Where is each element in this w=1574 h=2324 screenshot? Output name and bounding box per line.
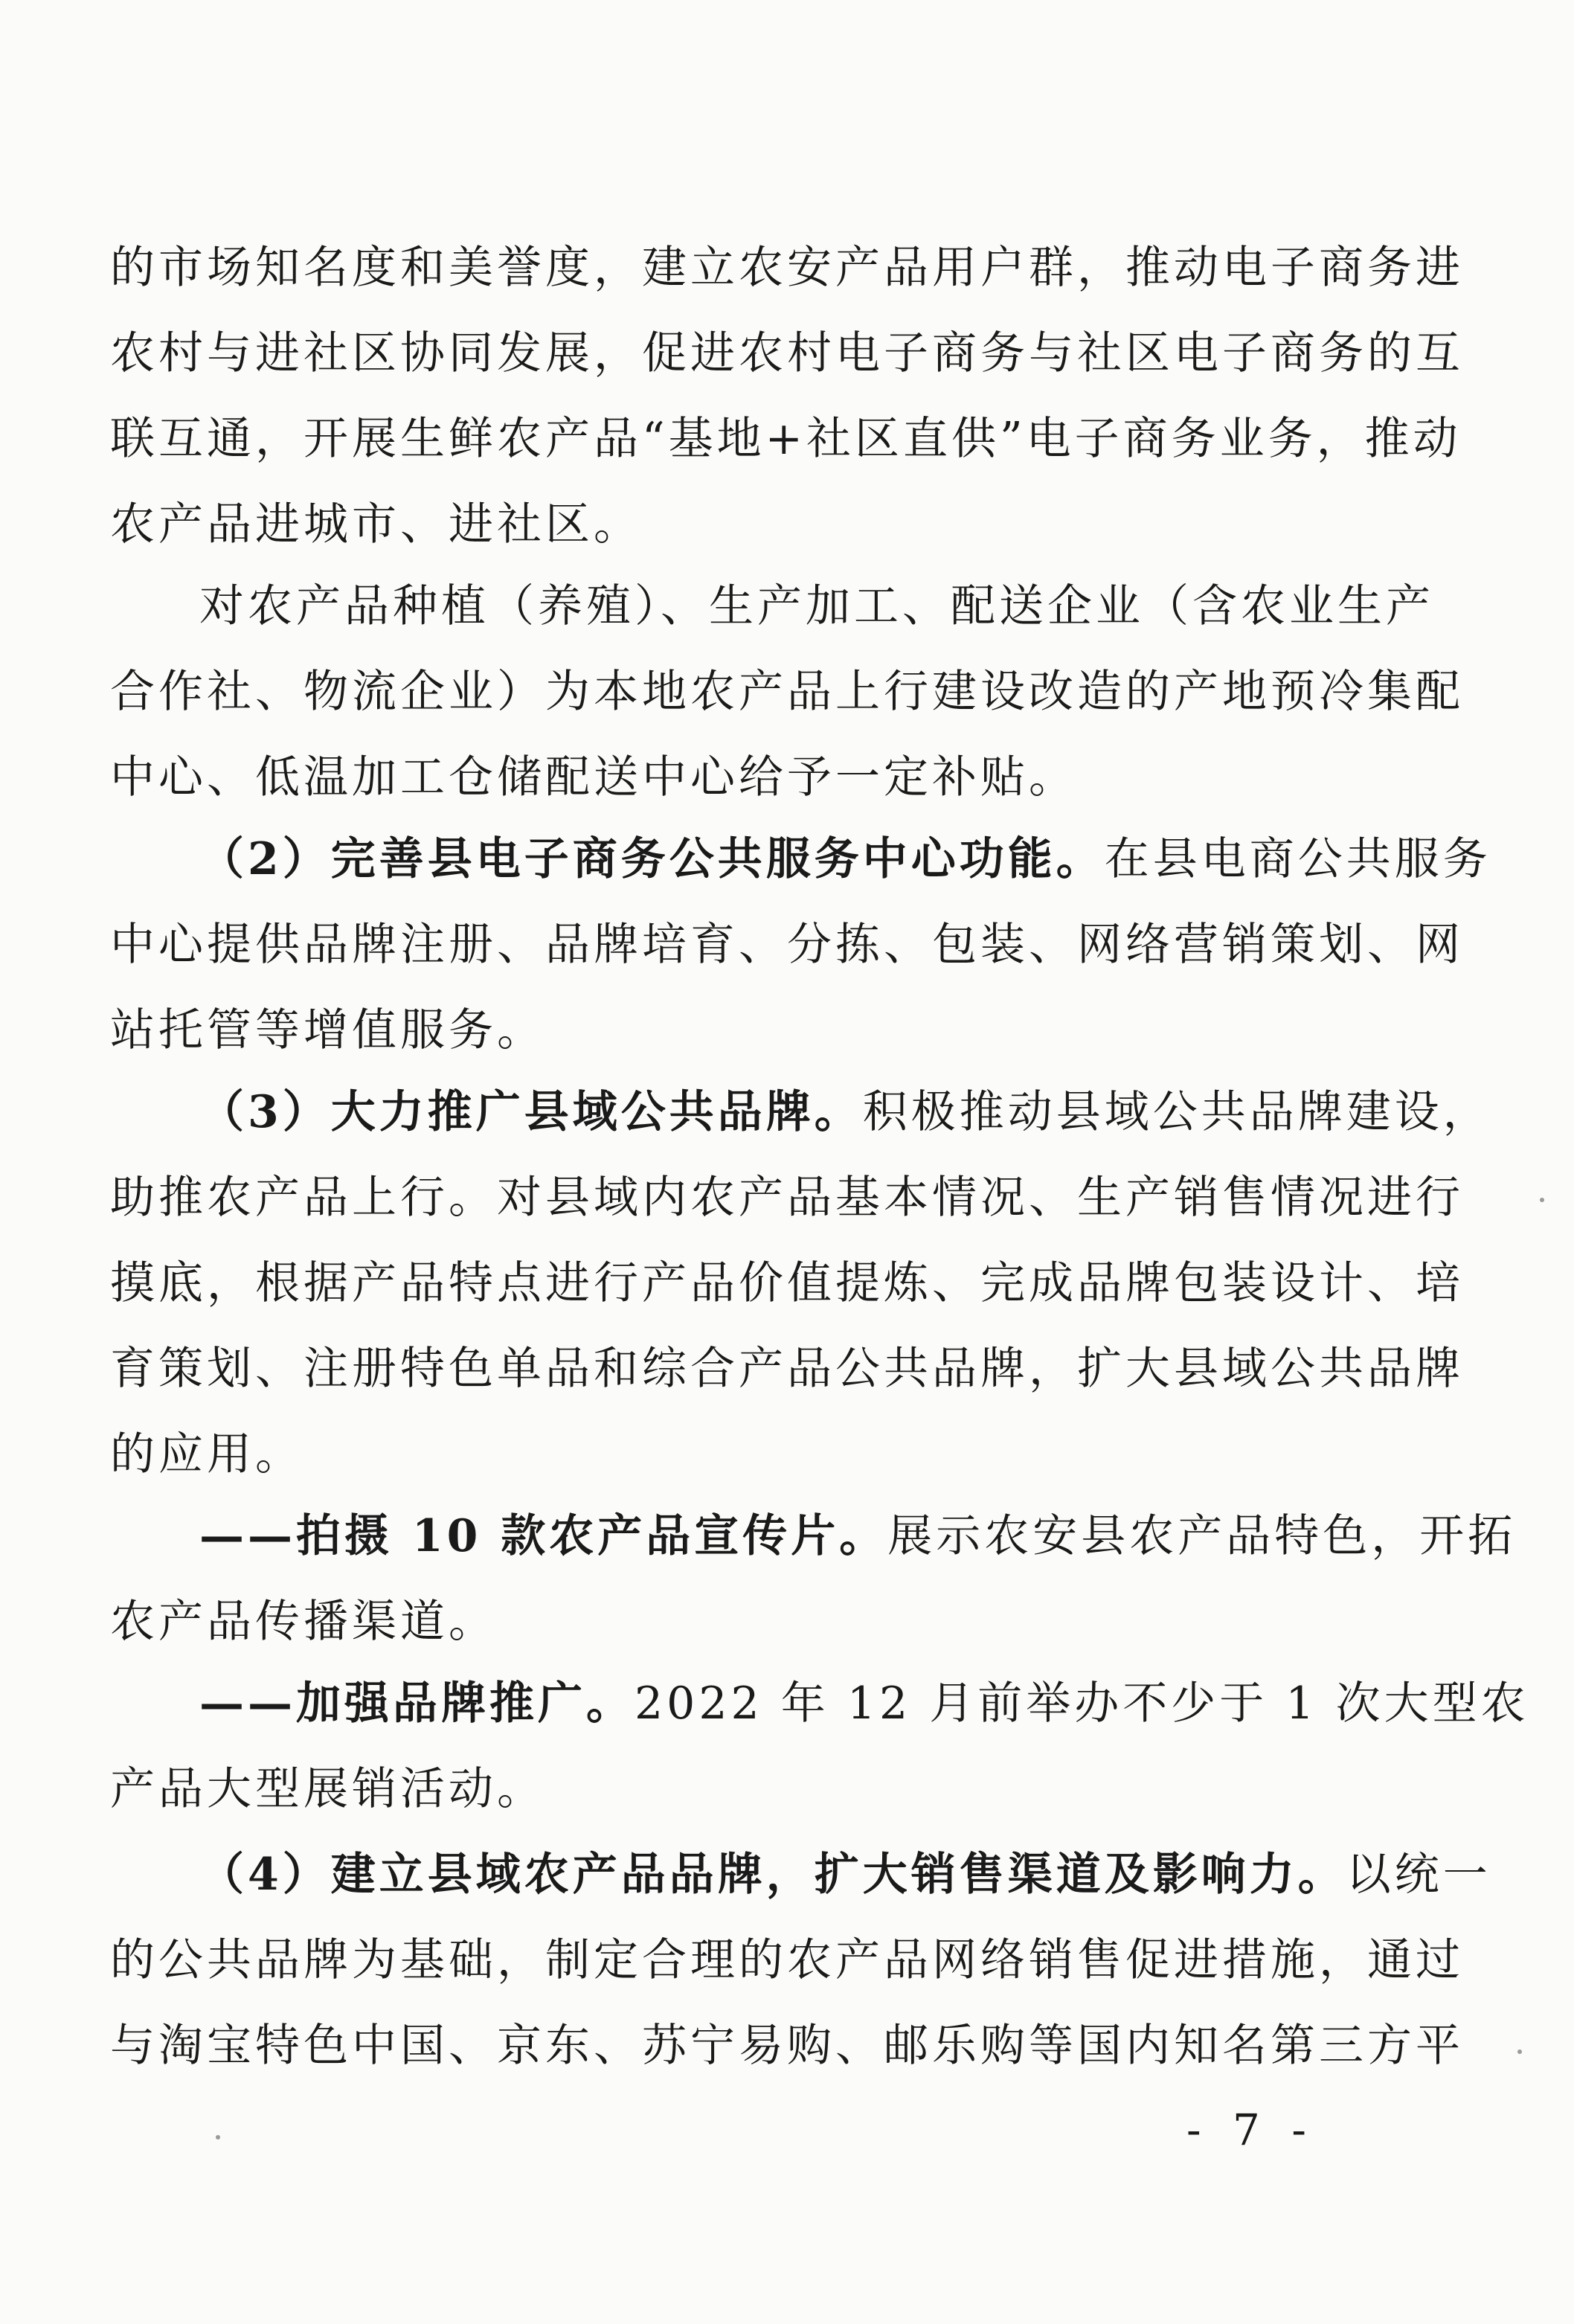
scan-speck [216,2135,220,2140]
body-text-line: 中心、低温加工仓储配送中心给予一定补贴。 [110,751,1077,803]
body-text-line: 联互通，开展生鲜农产品“基地+社区直供”电子商务业务，推动 [110,413,1462,465]
section-3-first-line [199,1082,1491,1142]
scan-speck [1517,2049,1522,2054]
body-text-line: 站托管等增值服务。 [110,1004,545,1056]
dash-item-heading: ——加强品牌推广。 [199,1678,635,1730]
body-text-line: 助推农产品上行。对县域内农产品基本情况、生产销售情况进行 [110,1172,1464,1224]
body-text-line: 摸底，根据产品特点进行产品价值提炼、完成品牌包装设计、培 [110,1257,1464,1309]
section-4-first-line [199,1845,1491,1904]
body-text-line: 中心提供品牌注册、品牌培育、分拣、包装、网络营销策划、网 [110,919,1464,971]
section-3-heading: （3）大力推广县域公共品牌。 [199,1086,863,1138]
body-text-line: 产品大型展销活动。 [110,1763,545,1815]
body-text-line: 的应用。 [110,1428,303,1480]
section-4-intro: 以统一 [1346,1849,1491,1901]
body-text-line: 农产品传播渠道。 [110,1596,497,1648]
dash-item-heading: ——拍摄 10 款农产品宣传片。 [199,1510,888,1562]
dash-item-first-line [199,1506,1517,1566]
body-text-line: 育策划、注册特色单品和综合产品公共品牌，扩大县域公共品牌 [110,1343,1464,1395]
body-text-line: 与淘宝特色中国、京东、苏宁易购、邮乐购等国内知名第三方平 [110,2020,1464,2072]
section-2-first-line [199,829,1491,889]
paragraph-first-line: 对农产品种植（养殖）、生产加工、配送企业（含农业生产 [199,580,1434,632]
scan-speck [1540,1198,1544,1202]
dash-item-text: 2022 年 12 月前举办不少于 1 次大型农 [635,1678,1529,1730]
section-4-heading: （4）建立县域农产品品牌，扩大销售渠道及影响力。 [199,1849,1346,1901]
body-text-line: 的公共品牌为基础，制定合理的农产品网络销售促进措施，通过 [110,1934,1464,1986]
page-number: - 7 - [1186,2105,1315,2155]
dash-item-first-line [199,1674,1529,1733]
body-text-line: 农产品进城市、进社区。 [110,498,642,550]
section-3-intro: 积极推动县域公共品牌建设， [862,1086,1491,1138]
body-text-line: 农村与进社区协同发展，促进农村电子商务与社区电子商务的互 [110,327,1464,379]
section-2-intro: 在县电商公共服务 [1104,833,1491,885]
body-text-line: 的市场知名度和美誉度，建立农安产品用户群，推动电子商务进 [110,242,1464,294]
section-2-heading: （2）完善县电子商务公共服务中心功能。 [199,833,1105,885]
body-text-line: 合作社、物流企业）为本地农产品上行建设改造的产地预冷集配 [110,666,1464,718]
dash-item-text: 展示农安县农产品特色，开拓 [887,1510,1517,1562]
